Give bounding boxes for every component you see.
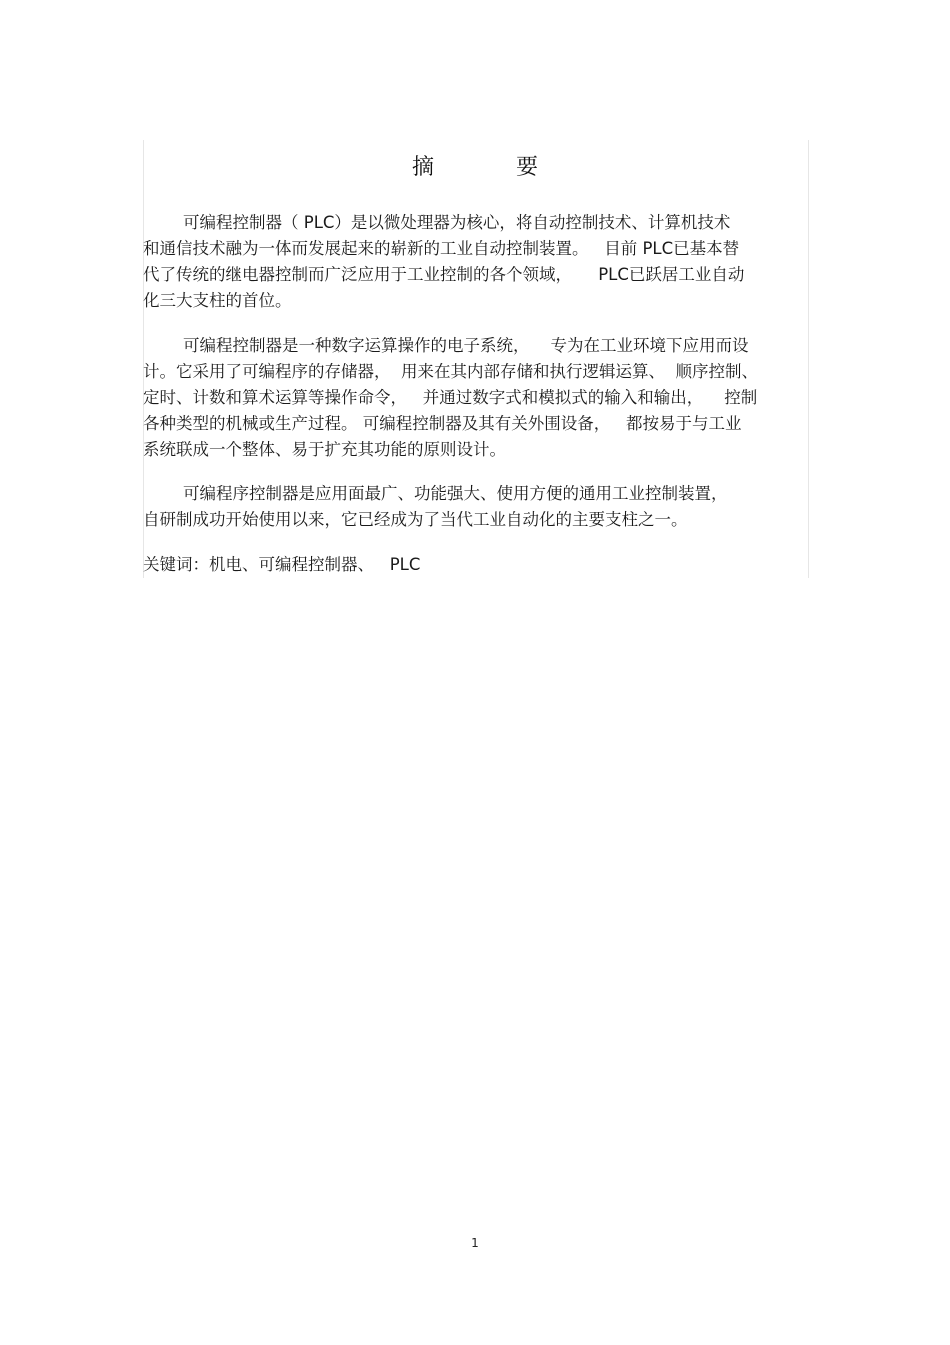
paragraph-2-line-5: 系统联成一个整体、易于扩充其功能的原则设计。	[143, 440, 506, 459]
paragraph-3-line-2: 自研制成功开始使用以来，它已经成为了当代工业自动化的主要支柱之一。	[143, 510, 688, 529]
paragraph-2-line-1: 可编程控制器是一种数字运算操作的电子系统， 专为在工业环境下应用而设	[183, 336, 749, 355]
paragraph-1-line-2: 和通信技术融为一体而发展起来的崭新的工业自动控制装置。 目前 PLC已基本替	[143, 239, 740, 258]
paragraph-2-line-2: 计。它采用了可编程序的存储器， 用来在其内部存储和执行逻辑运算、 顺序控制、	[143, 362, 758, 381]
paragraph-3-line-1: 可编程序控制器是应用面最广、功能强大、使用方便的通用工业控制装置，	[183, 484, 728, 503]
keywords-line: 关键词：机电、可编程控制器、 PLC	[143, 555, 421, 574]
paragraph-1-line-4: 化三大支柱的首位。	[143, 291, 292, 310]
paragraph-1-line-1: 可编程控制器（ PLC）是以微处理器为核心，将自动控制技术、计算机技术	[183, 213, 731, 232]
abstract-title: 摘 要	[411, 155, 568, 180]
paragraph-2-line-4: 各种类型的机械或生产过程。 可编程控制器及其有关外围设备， 都按易于与工业	[143, 414, 742, 433]
paragraph-1-line-3: 代了传统的继电器控制而广泛应用于工业控制的各个领域， PLC已跃居工业自动	[143, 265, 745, 284]
page-number: 1	[471, 1236, 479, 1250]
paragraph-2-line-3: 定时、计数和算术运算等操作命令， 并通过数字式和模拟式的输入和输出， 控制	[143, 388, 758, 407]
